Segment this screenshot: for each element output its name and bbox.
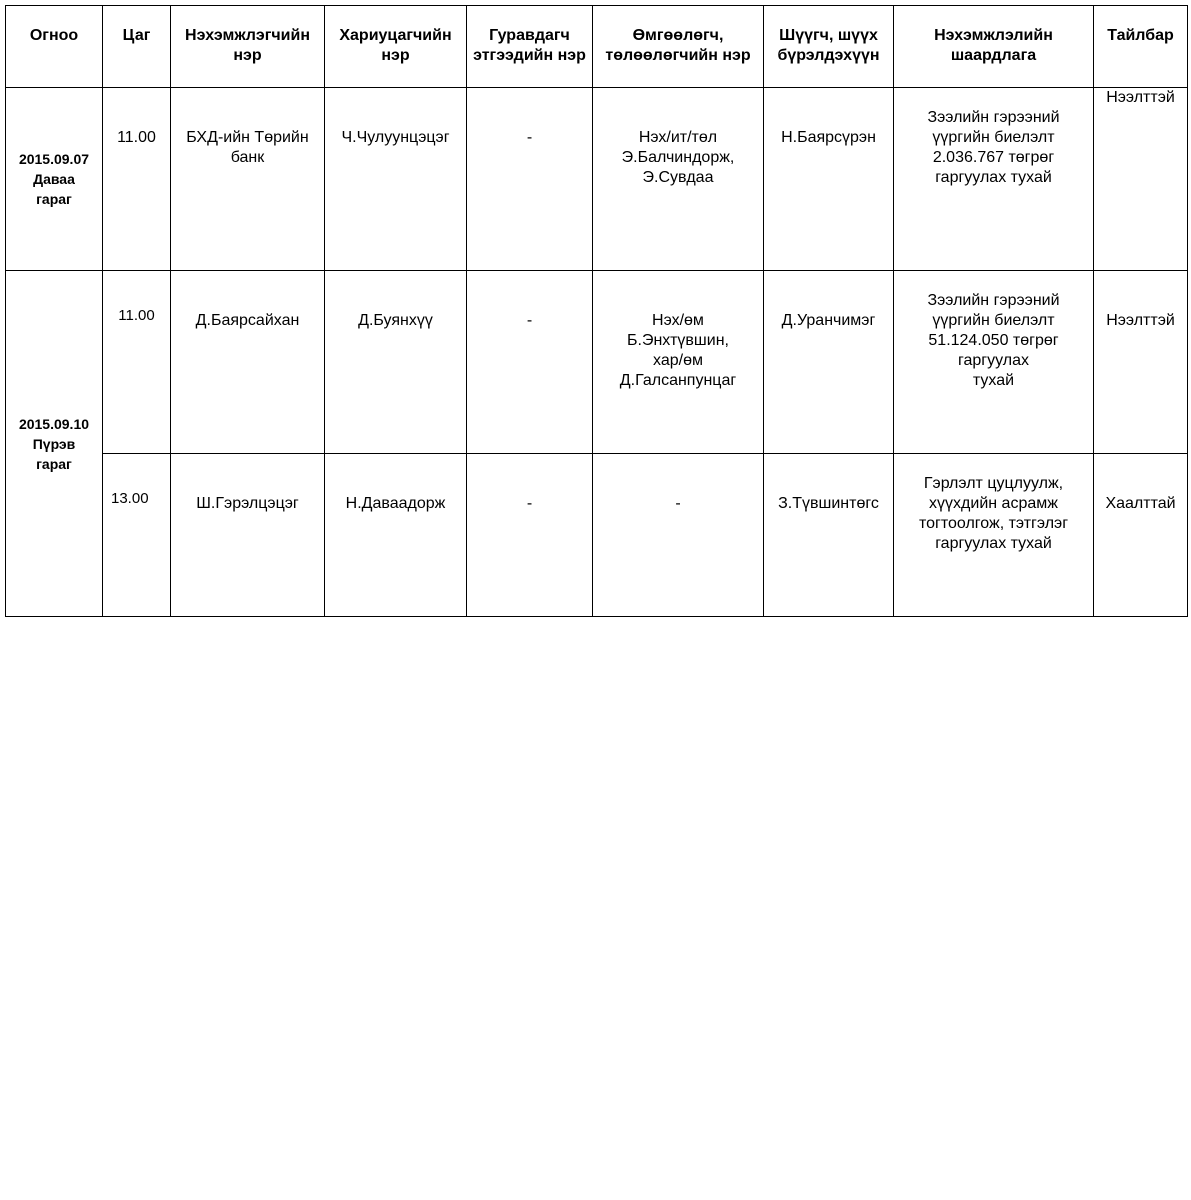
defendant-cell: Д.Буянхүү [325,271,467,454]
header-row [6,6,1188,88]
claim-line: гаргуулах [958,352,1029,369]
header-plaintiff: Нэхэмжлэгчийн нэр [171,6,325,88]
weekday-value: Даваа [33,171,75,187]
header-judge: Шүүгч, шүүх бүрэлдэхүүн [764,6,894,88]
table-row [6,454,1188,617]
claim-line: гаргуулах тухай [935,169,1052,186]
day-word: гараг [36,455,72,472]
advocate-line: Э.Балчиндорж, [621,149,735,166]
advocate-line: Нэх/ит/төл [638,129,718,146]
third-party-cell: - [467,88,593,271]
advocate-line: Нэх/өм [652,312,704,329]
advocate-line: хар/өм [653,352,703,369]
claim-line: тухай [972,372,1015,389]
table-row [6,88,1188,271]
claim-cell [894,271,1094,454]
judge-cell: З.Түвшинтөгс [764,454,894,617]
header-advocate: Өмгөөлөгч, төлөөлөгчийн нэр [593,6,764,88]
note-cell: Хаалттай [1094,454,1188,617]
judge-cell: Д.Уранчимэг [764,271,894,454]
claim-line: 2.036.767 төгрөг [932,149,1055,166]
claim-cell [894,88,1094,271]
header-date: Огноо [6,6,103,88]
date-value: 2015.09.10 [18,415,90,432]
date-value: 2015.09.07 [18,151,90,167]
claim-line: үүргийн биелэлт [932,129,1055,146]
court-schedule-table [5,5,1188,617]
note-cell: Нээлттэй [1094,271,1188,454]
table-row [6,271,1188,454]
claim-line: хүүхдийн асрамж [929,495,1058,512]
claim-line: үүргийн биелэлт [932,312,1055,329]
claim-line: 51.124.050 төгрөг [928,332,1059,349]
claim-line: Зээлийн гэрээний [927,109,1060,126]
third-party-cell: - [467,454,593,617]
header-note: Тайлбар [1094,6,1188,88]
time-cell: 11.00 [103,88,171,271]
defendant-cell: Ч.Чулуунцэцэг [325,88,467,271]
time-cell: 11.00 [103,271,171,454]
defendant-cell: Н.Даваадорж [325,454,467,617]
claim-line: Гэрлэлт цуцлуулж, [923,475,1064,492]
plaintiff-cell: Д.Баярсайхан [171,271,325,454]
day-word: гараг [36,191,72,207]
header-time: Цаг [103,6,171,88]
advocate-cell [593,88,764,271]
date-cell [6,271,103,617]
advocate-cell: - [593,454,764,617]
advocate-line: Э.Сувдаа [642,169,714,186]
claim-cell [894,454,1094,617]
header-claim: Нэхэмжлэлийн шаардлага [894,6,1094,88]
judge-cell: Н.Баярсүрэн [764,88,894,271]
header-third-party: Гуравдагч этгээдийн нэр [467,6,593,88]
weekday-value: Пүрэв [32,435,76,452]
third-party-cell: - [467,271,593,454]
claim-line: гаргуулах тухай [935,535,1052,552]
claim-line: Зээлийн гэрээний [927,292,1060,309]
plaintiff-cell: БХД-ийн Төрийн банк [171,88,325,271]
date-cell [6,88,103,271]
header-defendant: Хариуцагчийн нэр [325,6,467,88]
note-cell: Нээлттэй [1094,88,1188,271]
advocate-line: Д.Галсанпунцаг [619,372,737,389]
plaintiff-cell: Ш.Гэрэлцэцэг [171,454,325,617]
advocate-cell [593,271,764,454]
advocate-line: Б.Энхтүвшин, [627,332,729,349]
claim-line: тогтоолгож, тэтгэлэг [918,515,1069,532]
time-cell: 13.00 [103,454,171,617]
